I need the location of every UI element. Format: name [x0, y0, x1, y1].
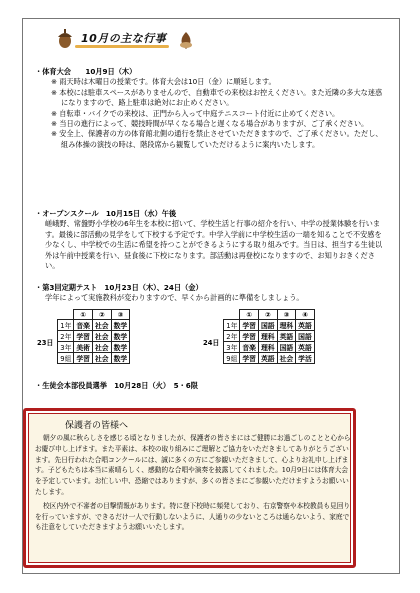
grade-cell: 1年 [224, 320, 240, 331]
subject-cell: 国語 [296, 331, 315, 342]
period-header: ① [74, 310, 93, 320]
grade-cell: 2年 [224, 331, 240, 342]
subject-cell: 理科 [258, 342, 277, 353]
subject-cell: 学活 [296, 353, 315, 364]
subject-cell: 美術 [74, 342, 93, 353]
sports-note: ※ 雨天時は木曜日の授業です。体育大会は10日（金）に順延します。 [51, 77, 276, 87]
subject-cell: 数学 [111, 353, 130, 364]
parents-notice-box [23, 408, 356, 568]
subject-cell: 理科 [258, 331, 277, 342]
grade-cell: 3年 [224, 342, 240, 353]
notice-paragraph: 朝夕の風に秋らしさを感じる頃となりましたが、保護者の皆さまにはご健勝にお過ごしのことと心からお慶び申し上げます。また平素は、本校の取り組みにご理解とご協力をいただきましてありがとうございます。先日行われた合唱コンクールには、誠に多くの方にご参観いただきまして、心よりお礼申し上げます。子どもたちは本当に素晴らしく、感動的な合唱や演奏を披露してくれました。10月9日には体育大会を予定しています。お忙しい中、恐縮ではありますが、多くの皆さまにご参観いただけますようお願いいたします。 [35, 434, 351, 496]
period-header: ③ [277, 310, 296, 320]
subject-cell: 学習 [240, 353, 259, 364]
sports-note: ※ 本校には駐車スペースがありませんので、自動車での来校はお控えください。また近隣の多大な迷惑になりますので、路上駐車は絶対にお止めください。 [51, 87, 383, 108]
subject-cell: 国語 [277, 342, 296, 353]
sports-note: ※ 安全上、保護者の方の体育館北側の通行を禁止させていただきますので、ご了承ください。ただし、組み体操の演技の時は、階段席から観覧していただけるように案内いたします。 [51, 129, 383, 149]
subject-cell: 社会 [92, 320, 111, 331]
subject-cell: 英語 [296, 342, 315, 353]
period-header: ② [258, 310, 277, 320]
section-header [53, 27, 183, 51]
period-header: ① [240, 310, 259, 320]
period-header: ② [92, 310, 111, 320]
sports-day-section [35, 67, 387, 150]
subject-cell: 社会 [92, 342, 111, 353]
notice-text [35, 433, 353, 536]
subject-cell: 英語 [258, 353, 277, 364]
notice-paragraph: 校区内外で不審者の目撃情報があります。特に登下校時に頻発しており、右京警察や本校教員も見回りを行っていますが、できるだけ一人で行動しないように、人通りの少ないところは通らないよう、家庭でも注意をしていただきますようお願いいたします。 [35, 501, 351, 532]
test-body: 学年によって実施教科が変わりますので、早くから計画的に準備をしましょう。 [45, 293, 304, 303]
page-title: 10月の主な行事 [81, 32, 167, 45]
subject-cell: 数学 [111, 331, 130, 342]
test-heading: ・第3回定期テスト 10月23日（木）、24日（金） [35, 283, 203, 292]
table-row [35, 320, 130, 331]
subject-cell: 社会 [92, 331, 111, 342]
election-heading: ・生徒会本部役員選挙 10月28日（火） 5・6限 [35, 381, 198, 390]
chestnut-icon [175, 29, 197, 51]
table-row [201, 320, 314, 331]
subject-cell: 学習 [74, 353, 93, 364]
subject-cell: 英語 [296, 320, 315, 331]
subject-cell: 音楽 [240, 342, 259, 353]
notice-title: 保護者の皆様へ [65, 421, 129, 431]
subject-cell: 英語 [277, 331, 296, 342]
schedule-table-24 [201, 309, 315, 364]
period-header: ④ [296, 310, 315, 320]
date-label: 23日 [37, 338, 54, 347]
subject-cell: 社会 [92, 353, 111, 364]
open-school-section [35, 209, 387, 271]
grade-cell: 9組 [58, 353, 74, 364]
grade-cell: 1年 [58, 320, 74, 331]
table-row [201, 310, 314, 320]
election-section [35, 381, 387, 391]
subject-cell: 国語 [258, 320, 277, 331]
grade-cell: 2年 [58, 331, 74, 342]
notice-inner [28, 413, 351, 563]
test-section [35, 283, 387, 304]
acorn-icon [53, 27, 77, 51]
grade-cell: 9組 [224, 353, 240, 364]
date-label: 24日 [203, 338, 220, 347]
subject-cell: 数学 [111, 342, 130, 353]
subject-cell: 社会 [277, 353, 296, 364]
subject-cell: 学習 [240, 331, 259, 342]
table-row [35, 310, 130, 320]
subject-cell: 学習 [240, 320, 259, 331]
period-header: ③ [111, 310, 130, 320]
open-school-heading: ・オープンスクール 10月15日（水）午後 [35, 209, 177, 218]
schedule-table-23 [35, 309, 130, 364]
subject-cell: 理科 [277, 320, 296, 331]
sports-note: ※ 自転車・バイクでの来校は、正門から入って中庭テニスコート付近に止めてください。 [51, 108, 340, 118]
subject-cell: 学習 [74, 331, 93, 342]
sports-note: ※ 当日の進行によって、競技時間が早くなる場合と遅くなる場合がありますが、ご了承ください。 [51, 119, 369, 129]
subject-cell: 数学 [111, 320, 130, 331]
grade-cell: 3年 [58, 342, 74, 353]
sports-day-heading: ・体育大会 10月9日（木） [35, 67, 137, 76]
subject-cell: 音楽 [74, 320, 93, 331]
open-school-body: 嵯峨野、常盤野小学校の6年生を本校に招いて、学校生活と行事の紹介を行い、中学の授業体験を行います。最後に部活動の見学をして下校する予定です。中学入学前に中学校生活の一端を知ることで不安感を少なくし、中学校での生活に希望を持つことができるようにする取り組みです。当日は、担当する生徒以外は午前中授業を行い、昼食後に下校になります。部活動は再登校になりますので、お知りおきください。 [45, 219, 383, 271]
